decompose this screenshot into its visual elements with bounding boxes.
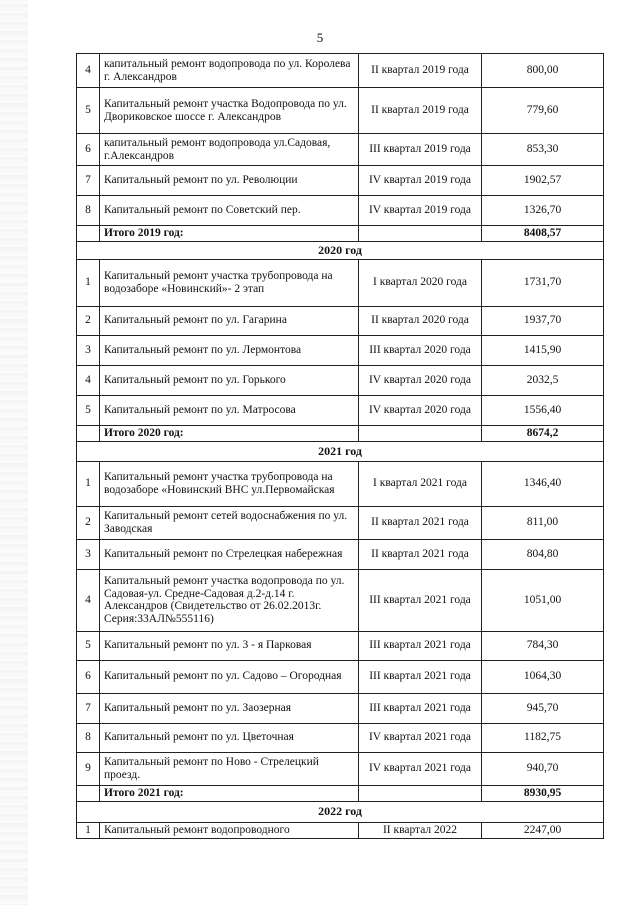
table-body (77, 54, 604, 839)
row-number: 1 (77, 461, 100, 506)
row-number: 4 (77, 569, 100, 631)
year-header-row (77, 801, 604, 822)
table-row (77, 134, 604, 166)
work-description: Капитальный ремонт по Стрелецкая набережная (100, 539, 359, 569)
work-amount: 1346,40 (482, 461, 604, 506)
year-total-row (77, 226, 604, 242)
work-amount: 853,30 (482, 134, 604, 166)
work-quarter: II квартал 2022 (359, 822, 482, 838)
table-row (77, 723, 604, 752)
total-empty-cell (77, 785, 100, 801)
row-number: 6 (77, 660, 100, 693)
row-number: 4 (77, 365, 100, 395)
year-total-row (77, 425, 604, 441)
row-number: 2 (77, 306, 100, 335)
work-amount: 811,00 (482, 506, 604, 539)
work-quarter: III квартал 2021 года (359, 693, 482, 723)
work-amount: 1937,70 (482, 306, 604, 335)
table-row (77, 54, 604, 88)
work-description: капитальный ремонт водопровода по ул. Королева г. Александров (100, 54, 359, 88)
row-number: 3 (77, 539, 100, 569)
year-header-row (77, 241, 604, 259)
row-number: 2 (77, 506, 100, 539)
total-empty-cell (77, 226, 100, 242)
row-number: 5 (77, 395, 100, 425)
work-quarter: III квартал 2021 года (359, 569, 482, 631)
year-header-row (77, 441, 604, 461)
table-row (77, 506, 604, 539)
work-description: Капитальный ремонт по ул. Заозерная (100, 693, 359, 723)
work-quarter: IV квартал 2019 года (359, 196, 482, 226)
work-description: Капитальный ремонт по Советский пер. (100, 196, 359, 226)
work-amount: 940,70 (482, 752, 604, 785)
table-row (77, 196, 604, 226)
table-row (77, 569, 604, 631)
table-row (77, 822, 604, 838)
row-number: 5 (77, 631, 100, 660)
work-quarter: IV квартал 2021 года (359, 723, 482, 752)
table-row (77, 259, 604, 306)
total-amount: 8674,2 (482, 425, 604, 441)
work-amount: 945,70 (482, 693, 604, 723)
year-total-row (77, 785, 604, 801)
table-row (77, 660, 604, 693)
work-quarter: III квартал 2019 года (359, 134, 482, 166)
table-row (77, 752, 604, 785)
work-quarter: II квартал 2019 года (359, 88, 482, 134)
row-number: 6 (77, 134, 100, 166)
total-amount: 8930,95 (482, 785, 604, 801)
page-number: 5 (316, 30, 324, 45)
work-quarter: III квартал 2020 года (359, 335, 482, 365)
row-number: 7 (77, 693, 100, 723)
total-label: Итого 2021 год: (100, 785, 359, 801)
work-amount: 800,00 (482, 54, 604, 88)
work-amount: 804,80 (482, 539, 604, 569)
year-header: 2022 год (77, 801, 604, 822)
repair-schedule-table (76, 53, 604, 839)
total-empty-cell (359, 226, 482, 242)
table-row (77, 306, 604, 335)
work-amount: 779,60 (482, 88, 604, 134)
total-empty-cell (77, 425, 100, 441)
work-description: Капитальный ремонт по ул. Горького (100, 365, 359, 395)
work-description: Капитальный ремонт участка водопровода по ул. Садовая-ул. Средне-Садовая д.2-д.14 г. Александров (Свидетельство от 26.02.2013г. Серия:33АЛ№555116) (100, 569, 359, 631)
work-description: Капитальный ремонт участка трубопровода на водозаборе «Новинский»- 2 этап (100, 259, 359, 306)
table-row (77, 693, 604, 723)
row-number: 8 (77, 723, 100, 752)
row-number: 8 (77, 196, 100, 226)
row-number: 3 (77, 335, 100, 365)
work-description: Капитальный ремонт по ул. Цветочная (100, 723, 359, 752)
work-amount: 1415,90 (482, 335, 604, 365)
work-amount: 1051,00 (482, 569, 604, 631)
work-quarter: III квартал 2021 года (359, 660, 482, 693)
work-quarter: II квартал 2019 года (359, 54, 482, 88)
work-quarter: IV квартал 2020 года (359, 395, 482, 425)
work-amount: 1182,75 (482, 723, 604, 752)
work-amount: 784,30 (482, 631, 604, 660)
total-label: Итого 2019 год: (100, 226, 359, 242)
work-description: Капитальный ремонт по ул. Революции (100, 166, 359, 196)
row-number: 1 (77, 259, 100, 306)
row-number: 5 (77, 88, 100, 134)
row-number: 7 (77, 166, 100, 196)
work-quarter: I квартал 2021 года (359, 461, 482, 506)
work-quarter: II квартал 2021 года (359, 506, 482, 539)
year-header: 2021 год (77, 441, 604, 461)
work-amount: 1064,30 (482, 660, 604, 693)
work-quarter: II квартал 2020 года (359, 306, 482, 335)
table-row (77, 395, 604, 425)
work-description: Капитальный ремонт по ул. Садово – Огородная (100, 660, 359, 693)
work-amount: 1556,40 (482, 395, 604, 425)
work-quarter: IV квартал 2020 года (359, 365, 482, 395)
total-empty-cell (359, 785, 482, 801)
work-description: Капитальный ремонт по ул. Матросова (100, 395, 359, 425)
table-row (77, 166, 604, 196)
work-quarter: IV квартал 2019 года (359, 166, 482, 196)
work-description: Капитальный ремонт по ул. Гагарина (100, 306, 359, 335)
work-description: Капитальный ремонт по ул. 3 - я Парковая (100, 631, 359, 660)
work-quarter: III квартал 2021 года (359, 631, 482, 660)
work-description: капитальный ремонт водопровода ул.Садовая, г.Александров (100, 134, 359, 166)
total-amount: 8408,57 (482, 226, 604, 242)
table-row (77, 539, 604, 569)
work-amount: 1326,70 (482, 196, 604, 226)
row-number: 4 (77, 54, 100, 88)
work-amount: 1902,57 (482, 166, 604, 196)
scan-edge-artifact (0, 0, 28, 905)
table-row (77, 88, 604, 134)
table-row (77, 631, 604, 660)
work-quarter: IV квартал 2021 года (359, 752, 482, 785)
work-amount: 1731,70 (482, 259, 604, 306)
work-description: Капитальный ремонт участка Водопровода по ул. Двориковское шоссе г. Александров (100, 88, 359, 134)
table-row (77, 461, 604, 506)
row-number: 1 (77, 822, 100, 838)
total-label: Итого 2020 год: (100, 425, 359, 441)
work-description: Капитальный ремонт участка трубопровода на водозаборе «Новинский ВНС ул.Первомайская (100, 461, 359, 506)
work-description: Капитальный ремонт по ул. Лермонтова (100, 335, 359, 365)
work-amount: 2032,5 (482, 365, 604, 395)
row-number: 9 (77, 752, 100, 785)
work-description: Капитальный ремонт водопроводного (100, 822, 359, 838)
work-amount: 2247,00 (482, 822, 604, 838)
work-quarter: I квартал 2020 года (359, 259, 482, 306)
table-row (77, 335, 604, 365)
work-quarter: II квартал 2021 года (359, 539, 482, 569)
year-header: 2020 год (77, 241, 604, 259)
work-description: Капитальный ремонт сетей водоснабжения по ул. Заводская (100, 506, 359, 539)
total-empty-cell (359, 425, 482, 441)
table-row (77, 365, 604, 395)
work-description: Капитальный ремонт по Ново - Стрелецкий проезд. (100, 752, 359, 785)
